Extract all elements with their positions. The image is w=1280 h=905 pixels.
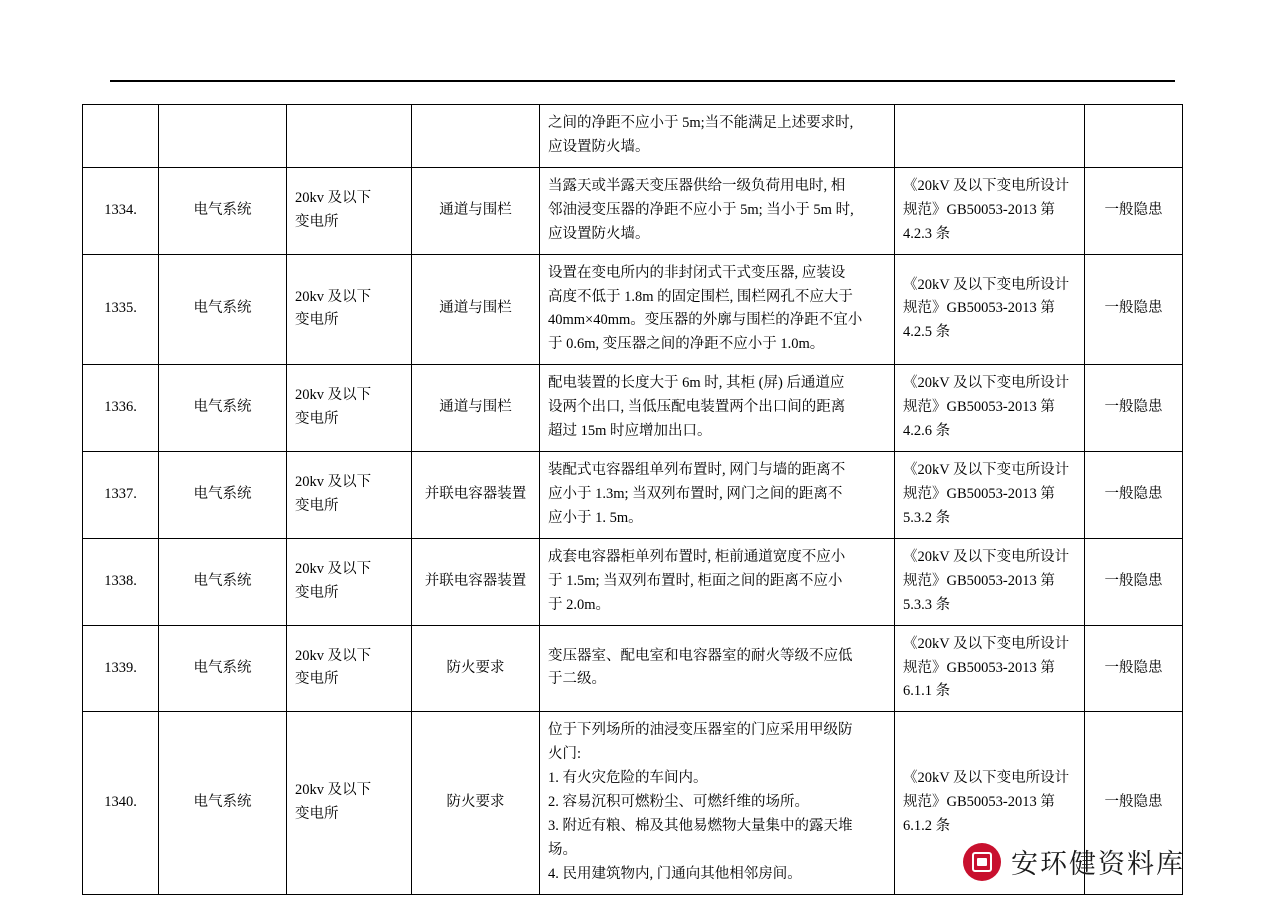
cell-level: 一般隐患 (1085, 365, 1183, 452)
cell-level: 一般隐患 (1085, 712, 1183, 894)
cell-place (287, 625, 412, 712)
cell-standard (895, 167, 1085, 254)
description-line: 应设置防火墙。 (548, 138, 650, 155)
cell-description (540, 105, 895, 168)
cell-description (540, 538, 895, 625)
standard-line: 《20kV 及以下变电所设计 (903, 177, 1070, 194)
standard-line: 规范》GB50053-2013 第 (903, 659, 1055, 676)
description-line: 变压器室、配电室和电容器室的耐火等级不应低 (548, 647, 853, 664)
cell-system: 电气系统 (159, 538, 287, 625)
cell-number: 1338. (83, 538, 159, 625)
cell-level: 一般隐患 (1085, 254, 1183, 365)
cell-place (287, 167, 412, 254)
standard-line: 《20kV 及以下变电所设计 (903, 375, 1070, 392)
cell-number: 1337. (83, 452, 159, 539)
cell-description (540, 365, 895, 452)
cell-place (287, 712, 412, 894)
standard-line: 《20kV 及以下变电所设计 (903, 548, 1070, 565)
cell-description (540, 167, 895, 254)
standard-line: 5.3.3 条 (903, 596, 951, 613)
description-line: 4. 民用建筑物内, 门通向其他相邻房间。 (548, 865, 802, 882)
standard-line: 5.3.2 条 (903, 509, 951, 526)
standard-line: 4.2.6 条 (903, 423, 951, 440)
place-line: 20kv 及以下 (295, 560, 372, 577)
description-line: 装配式屯容器组单列布置时, 网门与墙的距离不 (548, 462, 846, 479)
cell-standard (895, 254, 1085, 365)
cell-place (287, 452, 412, 539)
cell-place (287, 538, 412, 625)
table-row (83, 254, 1183, 365)
cell-place (287, 254, 412, 365)
place-line: 变电所 (295, 213, 339, 230)
cell-system: 电气系统 (159, 365, 287, 452)
cell-number: 1335. (83, 254, 159, 365)
cell-number: 1336. (83, 365, 159, 452)
description-line: 邻油浸变压器的净距不应小于 5m; 当小于 5m 时, (548, 201, 854, 218)
cell-item: 并联电容器装置 (412, 452, 540, 539)
description-line: 成套电容器柜单列布置时, 柜前通道宽度不应小 (548, 548, 846, 565)
cell-description (540, 452, 895, 539)
table-row (83, 625, 1183, 712)
standard-line: 规范》GB50053-2013 第 (903, 300, 1055, 317)
description-line: 位于下列场所的油浸变压器室的门应采用甲级防 (548, 722, 853, 739)
cell-level: 一般隐患 (1085, 538, 1183, 625)
description-line: 40mm×40mm。变压器的外廓与围栏的净距不宜小 (548, 312, 863, 329)
cell-standard (895, 365, 1085, 452)
cell-description (540, 254, 895, 365)
cell-standard (895, 105, 1085, 168)
place-line: 20kv 及以下 (295, 474, 372, 491)
cell-level: 一般隐患 (1085, 452, 1183, 539)
cell-item: 通道与围栏 (412, 167, 540, 254)
description-line: 1. 有火灾危险的车间内。 (548, 770, 708, 787)
cell-level: 一般隐患 (1085, 625, 1183, 712)
library-logo-icon (963, 843, 1001, 881)
place-line: 变电所 (295, 806, 339, 823)
cell-item (412, 105, 540, 168)
standard-line: 6.1.2 条 (903, 818, 951, 835)
description-line: 当露天或半露天变压器供给一级负荷用电时, 相 (548, 177, 846, 194)
watermark-label: 安环健资料库 (1011, 849, 1185, 879)
standard-line: 规范》GB50053-2013 第 (903, 572, 1055, 589)
place-line: 变电所 (295, 312, 339, 329)
description-line: 超过 15m 时应增加出口。 (548, 423, 712, 440)
place-line: 20kv 及以下 (295, 288, 372, 305)
table-row (83, 365, 1183, 452)
description-line: 配电装置的长度大于 6m 时, 其柜 (屏) 后通道应 (548, 375, 845, 392)
description-line: 设置在变电所内的非封闭式干式变压器, 应装设 (548, 264, 846, 281)
description-line: 火门: (548, 746, 582, 763)
table-row (83, 167, 1183, 254)
cell-level (1085, 105, 1183, 168)
standard-line: 《20kV 及以下变电所设计 (903, 770, 1070, 787)
cell-place (287, 105, 412, 168)
cell-standard (895, 452, 1085, 539)
place-line: 变电所 (295, 671, 339, 688)
cell-level: 一般隐患 (1085, 167, 1183, 254)
description-line: 于 2.0m。 (548, 596, 611, 613)
standard-line: 规范》GB50053-2013 第 (903, 794, 1055, 811)
cell-description (540, 712, 895, 894)
description-line: 之间的净距不应小于 5m;当不能满足上述要求时, (548, 115, 854, 131)
cell-system: 电气系统 (159, 452, 287, 539)
description-line: 于二级。 (548, 671, 606, 688)
standard-line: 《20kV 及以下变电所设计 (903, 635, 1070, 652)
description-line: 2. 容易沉积可燃粉尘、可燃纤维的场所。 (548, 794, 809, 811)
cell-description (540, 625, 895, 712)
description-line: 3. 附近有粮、棉及其他易燃物大量集中的露天堆 (548, 818, 853, 835)
description-line: 应设置防火墙。 (548, 225, 650, 242)
cell-standard (895, 538, 1085, 625)
cell-place (287, 365, 412, 452)
standard-line: 4.2.3 条 (903, 225, 951, 242)
description-line: 场。 (548, 841, 577, 858)
table-row (83, 452, 1183, 539)
cell-system: 电气系统 (159, 167, 287, 254)
cell-system: 电气系统 (159, 254, 287, 365)
standard-line: 《20kV 及以下变屯所设计 (903, 462, 1070, 479)
header-rule (110, 80, 1175, 82)
cell-number: 1334. (83, 167, 159, 254)
cell-number: 1339. (83, 625, 159, 712)
description-line: 设两个出口, 当低压配电装置两个出口间的距离 (548, 399, 846, 416)
standard-line: 规范》GB50053-2013 第 (903, 399, 1055, 416)
cell-system: 电气系统 (159, 625, 287, 712)
standard-line: 6.1.1 条 (903, 683, 951, 700)
place-line: 20kv 及以下 (295, 387, 372, 404)
place-line: 变电所 (295, 584, 339, 601)
table-row (83, 105, 1183, 168)
cell-system (159, 105, 287, 168)
standard-line: 《20kV 及以下变电所设计 (903, 276, 1070, 293)
cell-item: 并联电容器装置 (412, 538, 540, 625)
description-line: 高度不低于 1.8m 的固定围栏, 围栏网孔不应大于 (548, 288, 853, 305)
hazard-checklist-table (82, 104, 1183, 895)
place-line: 20kv 及以下 (295, 189, 372, 206)
table-row (83, 538, 1183, 625)
standard-line: 规范》GB50053-2013 第 (903, 485, 1055, 502)
place-line: 变电所 (295, 497, 339, 514)
cell-item: 防火要求 (412, 625, 540, 712)
cell-standard (895, 625, 1085, 712)
description-line: 于 1.5m; 当双列布置时, 柜面之间的距离不应小 (548, 572, 843, 589)
cell-number: 1340. (83, 712, 159, 894)
cell-item: 防火要求 (412, 712, 540, 894)
cell-item: 通道与围栏 (412, 254, 540, 365)
place-line: 20kv 及以下 (295, 782, 372, 799)
standard-line: 规范》GB50053-2013 第 (903, 201, 1055, 218)
description-line: 应小于 1.3m; 当双列布置时, 网门之间的距离不 (548, 485, 843, 502)
description-line: 于 0.6m, 变压器之间的净距不应小于 1.0m。 (548, 336, 825, 353)
place-line: 变电所 (295, 411, 339, 428)
cell-item: 通道与围栏 (412, 365, 540, 452)
cell-system: 电气系统 (159, 712, 287, 894)
watermark (963, 842, 1185, 881)
place-line: 20kv 及以下 (295, 647, 372, 664)
description-line: 应小于 1. 5m。 (548, 509, 643, 526)
standard-line: 4.2.5 条 (903, 324, 951, 341)
cell-number (83, 105, 159, 168)
